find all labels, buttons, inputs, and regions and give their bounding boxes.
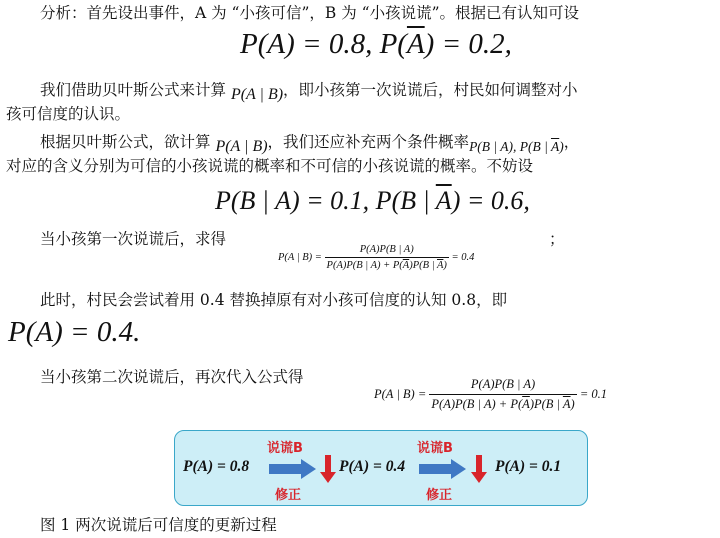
para2-line1 [40,79,578,102]
lie-label-2: 说谎B [417,441,453,456]
para3-line1 [40,131,579,154]
frac2-den-a: P(A)P(B | A) + P( [431,397,523,411]
update-diagram [174,430,588,506]
para4-semicolon: ； [549,230,565,248]
lie-label-1: 说谎B [267,441,303,456]
frac1-fraction [325,244,449,271]
equation-conditional [215,186,530,216]
fix-label-2: 修正 [426,488,453,503]
para2-text-a: 我们借助贝叶斯公式来计算 [40,81,227,99]
eq1-bar-a: $\overline{A}$ [406,28,425,60]
para3-math2-a: P(B | A), P(B | [469,139,551,154]
para3-math2-bar: $\overline{A}$ [550,139,560,154]
para2-line2: 孩可信度的认识。 [6,105,131,123]
frac1-den-c: ) [443,260,447,271]
frac1-rhs: = 0.4 [451,252,475,263]
blue-arrow-2 [419,459,467,479]
frac2-den-bar2: $\overline{A}$ [562,397,571,411]
para2-math: P(A | B) [230,86,284,103]
frac2-lhs: P(A | B) = [374,387,427,401]
equation-update: P(A) = 0.4. [8,316,141,348]
frac2-denominator [429,394,576,412]
para3-math2 [469,139,564,154]
state-after-second: P(A) = 0.1 [495,458,562,475]
frac2-den-b: )P(B | [529,397,563,411]
para3-text-c: ， [563,133,580,151]
frac2-rhs: = 0.1 [579,387,607,401]
para3-line2: 对应的含义分别为可信的小孩说谎的概率和不可信的小孩说谎的概率。不妨设 [6,157,534,175]
figure-caption: 图 1 两次说谎后可信度的更新过程 [40,516,277,534]
state-prior: P(A) = 0.8 [183,458,250,475]
red-arrow-down-1 [320,455,336,483]
para2-text-b: ，即小孩第一次说谎后，村民如何调整对小 [283,81,578,99]
para3-math: P(A | B) [215,138,268,155]
eq1-part1: P(A) = 0.8, [240,28,373,60]
para3-math2-b: ) [559,139,564,154]
fix-label-1: 修正 [275,488,302,503]
eq1-part2: P( [379,28,407,60]
frac2-den-bar: $\overline{A}$ [522,397,530,411]
bayes-formula-1 [278,244,474,271]
para5-text: 此时，村民会尝试着用 0.4 替换掉原有对小孩可信度的认知 0.8，即 [40,291,508,309]
frac1-den-a: P(A)P(B | A) + P( [326,260,403,271]
para3-text-b: ，我们还应补充两个条件概率 [267,133,470,151]
eq2-bar-a: $\overline{A}$ [435,186,452,215]
equation-prior [240,28,512,61]
frac1-lhs: P(A | B) = [278,252,322,263]
eq2-part1: P(B | A) = 0.1, P(B | [215,186,436,215]
frac2-den-c: ) [570,397,575,411]
para6-text: 当小孩第二次说谎后，再次代入公式得 [40,368,304,386]
bayes-formula-2 [374,377,607,412]
frac2-fraction [429,377,576,412]
frac2-numerator: P(A)P(B | A) [470,377,536,391]
red-arrow-down-2 [471,455,487,483]
eq1-part3: ) = 0.2, [424,28,512,60]
para4-text: 当小孩第一次说谎后，求得 [40,230,227,248]
frac1-numerator: P(A)P(B | A) [359,244,414,255]
para3-text-a: 根据贝叶斯公式，欲计算 [40,133,211,151]
para1-line1: 分析：首先设出事件，A 为 “小孩可信”，B 为 “小孩说谎”。根据已有认知可设 [40,4,579,22]
eq2-part2: ) = 0.6, [451,186,530,215]
frac1-denominator [325,257,449,271]
frac1-den-bar: $\overline{A}$ [402,260,410,271]
frac1-den-bar2: $\overline{A}$ [436,260,444,271]
frac1-den-b: )P(B | [409,260,437,271]
state-after-first: P(A) = 0.4 [339,458,406,475]
blue-arrow-1 [269,459,317,479]
